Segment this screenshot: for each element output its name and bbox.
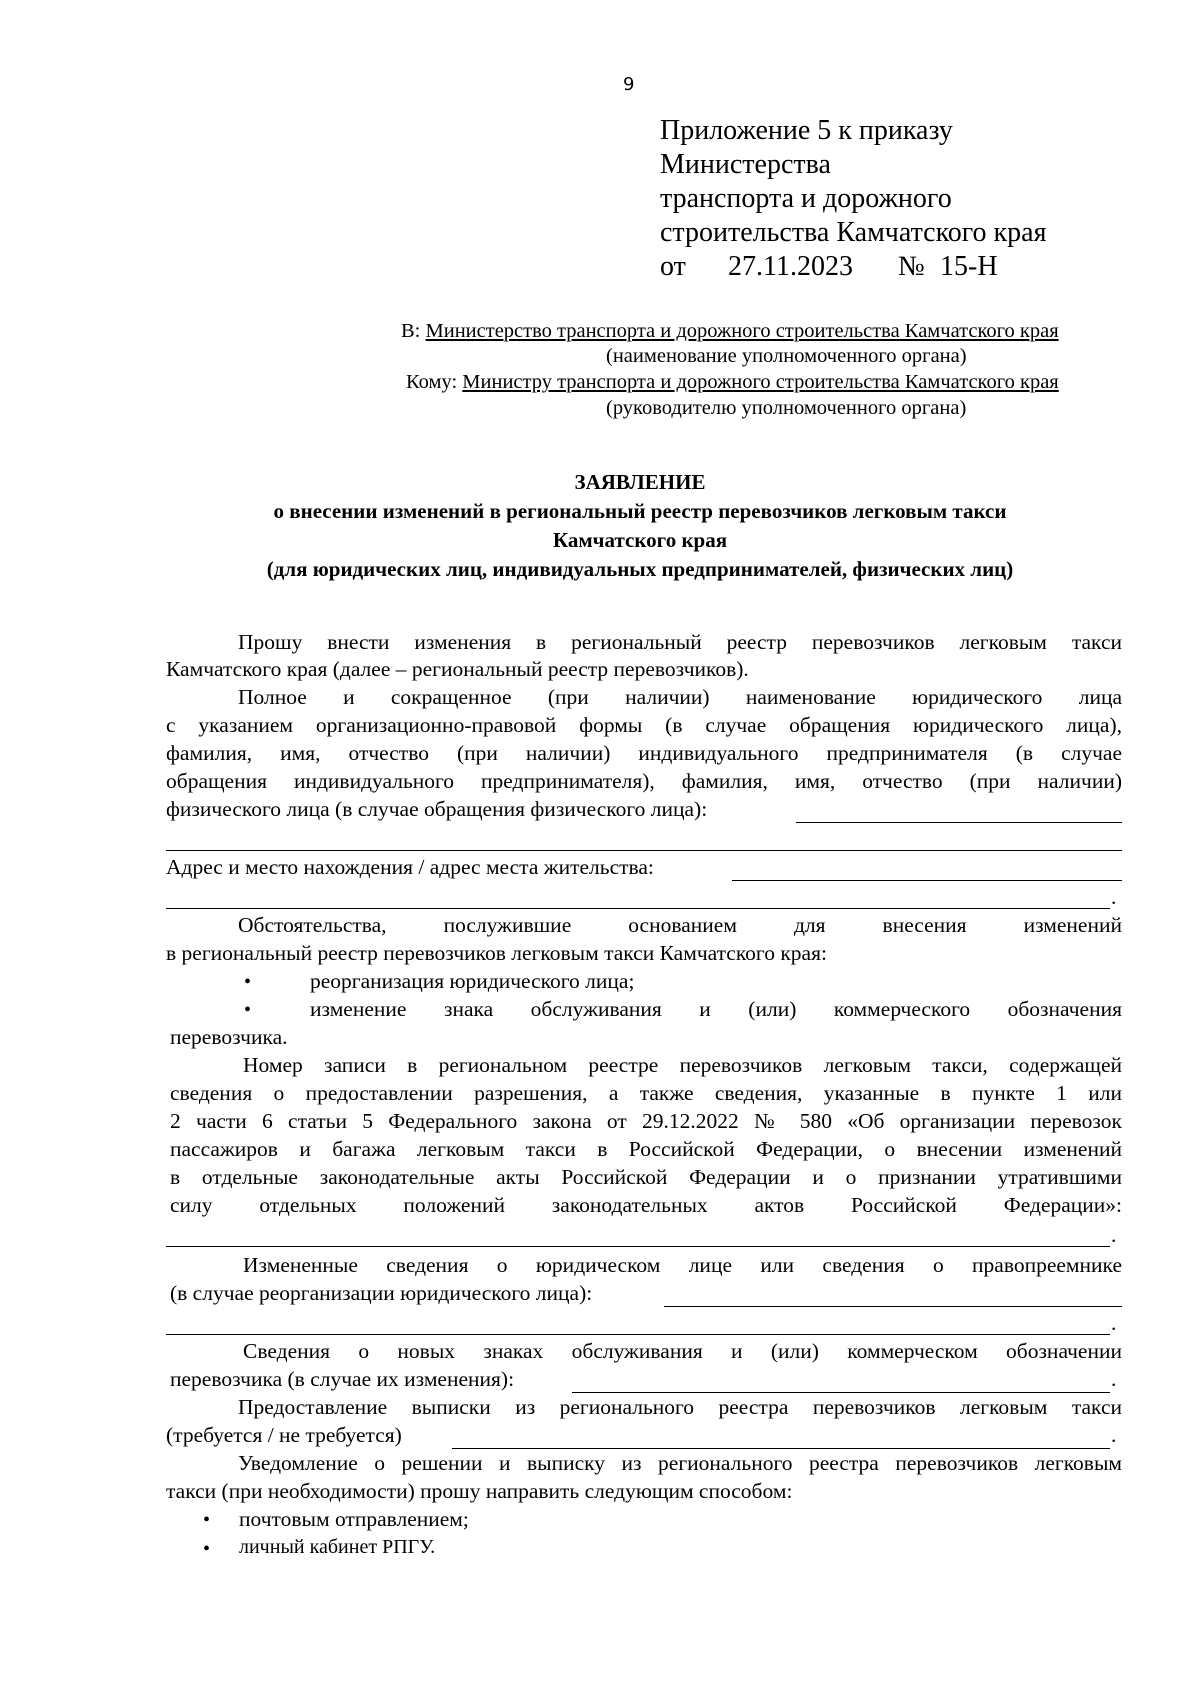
page-number: 9 — [623, 74, 635, 95]
name-field-line — [796, 822, 1122, 823]
body-line: силу отдельных положений законодательных актов Российской Федерации»: — [170, 1193, 1122, 1217]
bullet-text: изменение знака обслуживания и (или) коммерческого обозначения — [310, 997, 1122, 1021]
bullet-text: перевозчика. — [170, 1025, 288, 1049]
bullet-marker: • — [244, 999, 252, 1021]
document-subtitle: о внесении изменений в региональный реестр перевозчиков легковым такси — [273, 499, 1007, 523]
body-line: 2 части 6 статьи 5 Федерального закона от 29.12.2022 № 580 «Об организации перевозок — [170, 1109, 1122, 1133]
addressee-to-hint: (наименование уполномоченного органа) — [606, 345, 967, 367]
appendix-line: Министерства — [660, 149, 831, 180]
body-line: Номер записи в региональном реестре перевозчиков легковым такси, содержащей — [243, 1053, 1122, 1077]
body-line: пассажиров и багажа легковым такси в Российской Федерации, о внесении изменений — [170, 1137, 1122, 1161]
appendix-number: 15-Н — [940, 251, 998, 282]
body-line: (в случае реорганизации юридического лица): — [170, 1281, 593, 1305]
body-line: (требуется / не требуется) — [166, 1423, 402, 1447]
body-line: в отдельные законодательные акты Российской Федерации и о признании утратившими — [170, 1165, 1122, 1189]
field-period: . — [1111, 1423, 1117, 1447]
addressee-whom — [406, 371, 1059, 394]
bullet-marker: • — [244, 971, 252, 993]
addressee-to-value: Министерство транспорта и дорожного строительства Камчатского края — [425, 320, 1059, 342]
field-period: . — [1111, 1223, 1117, 1247]
bullet-marker: • — [203, 1509, 211, 1531]
record-number-field-line — [166, 1246, 1110, 1247]
body-line: такси (при необходимости) прошу направить следующим способом: — [166, 1479, 793, 1503]
service-marks-field-line — [572, 1392, 1110, 1393]
addressee-whom-hint: (руководителю уполномоченного органа) — [606, 397, 967, 419]
body-line: перевозчика (в случае их изменения): — [170, 1367, 515, 1391]
addressee-to — [401, 320, 1059, 343]
appendix-date: 27.11.2023 — [728, 251, 853, 282]
body-line: Камчатского края (далее – региональный реестр перевозчиков). — [166, 657, 749, 681]
document-title: ЗАЯВЛЕНИЕ — [574, 470, 706, 494]
delivery-option: почтовым отправлением; — [239, 1507, 469, 1531]
appendix-block — [660, 114, 1046, 284]
name-field-line — [166, 850, 1122, 851]
appendix-line: транспорта и дорожного — [660, 183, 952, 214]
body-line: с указанием организационно-правовой формы (в случае обращения юридического лица), — [166, 713, 1122, 737]
addressee-whom-label: Кому: — [406, 371, 458, 393]
appendix-number-sign: № — [898, 251, 925, 282]
body-line: Обстоятельства, послужившие основанием для внесения изменений — [238, 913, 1122, 937]
body-line: Предоставление выписки из регионального реестра перевозчиков легковым такси — [238, 1395, 1122, 1419]
body-line: Прошу внести изменения в региональный реестр перевозчиков легковым такси — [238, 630, 1122, 654]
appendix-line: строительства Камчатского края — [660, 217, 1047, 248]
appendix-from-label: от — [660, 251, 686, 282]
body-line: Уведомление о решении и выписку из регионального реестра перевозчиков легковым — [238, 1451, 1122, 1475]
body-line: фамилия, имя, отчество (при наличии) индивидуального предпринимателя (в случае — [166, 741, 1122, 765]
body-line: Сведения о новых знаках обслуживания и (или) коммерческом обозначении — [243, 1339, 1122, 1363]
extract-field-line — [452, 1448, 1110, 1449]
addressee-whom-value: Министру транспорта и дорожного строительства Камчатского края — [462, 371, 1059, 393]
field-period: . — [1111, 1367, 1117, 1391]
body-line: физического лица (в случае обращения физического лица): — [166, 797, 708, 821]
appendix-line: Приложение 5 к приказу — [660, 115, 953, 146]
changed-info-field-line — [166, 1334, 1110, 1335]
body-line: сведения о предоставлении разрешения, а также сведения, указанные в пункте 1 или — [170, 1081, 1122, 1105]
addressee-to-label: В: — [401, 320, 421, 342]
changed-info-field-line — [664, 1306, 1122, 1307]
document-subtitle: Камчатского края — [552, 528, 728, 552]
address-field-line — [732, 880, 1122, 881]
bullet-marker: • — [203, 1538, 211, 1560]
body-line: в региональный реестр перевозчиков легковым такси Камчатского края: — [166, 941, 827, 965]
body-line: обращения индивидуального предпринимателя), фамилия, имя, отчество (при наличии) — [166, 769, 1122, 793]
document-subtitle: (для юридических лиц, индивидуальных предпринимателей, физических лиц) — [266, 557, 1014, 581]
body-line: Адрес и место нахождения / адрес места жительства: — [166, 855, 654, 879]
delivery-option: личный кабинет РПГУ. — [239, 1536, 436, 1558]
field-period: . — [1111, 1311, 1117, 1335]
bullet-text: реорганизация юридического лица; — [310, 969, 635, 993]
address-field-line — [166, 908, 1110, 909]
field-period: . — [1111, 885, 1117, 909]
body-line: Измененные сведения о юридическом лице или сведения о правопреемнике — [243, 1253, 1122, 1277]
appendix-order-line — [660, 250, 1046, 284]
body-line: Полное и сокращенное (при наличии) наименование юридического лица — [238, 685, 1122, 709]
